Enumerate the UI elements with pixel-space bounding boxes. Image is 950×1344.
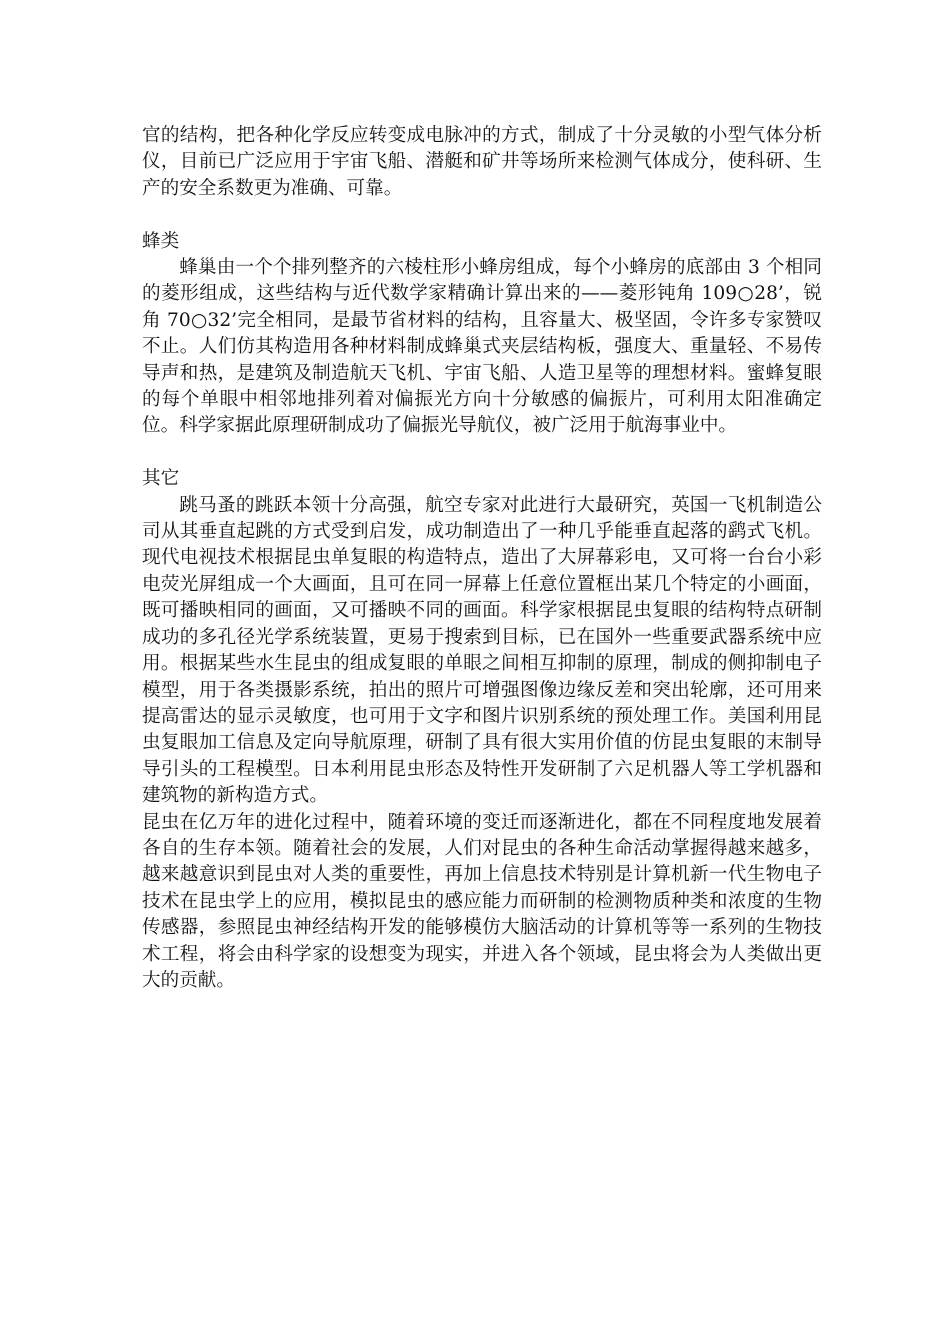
intro-paragraph: 官的结构，把各种化学反应转变成电脉冲的方式，制成了十分灵敏的小型气体分析仪，目前已广泛应用于宇宙飞船、潜艇和矿井等场所来检测气体成分，使科研、生产的安全系数更为准确、可靠。 — [142, 125, 822, 199]
section-spacer — [142, 440, 822, 466]
section-heading-bees: 蜂类 — [142, 230, 180, 252]
section-heading-others: 其它 — [142, 468, 180, 490]
others-paragraph: 跳马蚤的跳跃本领十分高强，航空专家对此进行大最研究，英国一飞机制造公司从其垂直起跳的方式受到启发，成功制造出了一种几乎能垂直起落的鹞式飞机。现代电视技术根据昆虫单复眼的构造特点，造出了大屏幕彩电，又可将一台台小彩电荧光屏组成一个大画面，且可在同一屏幕上任意位置框出某几个特定的小画面，既可播映相同的画面，又可播映不同的画面。科学家根据昆虫复眼的结构特点研制成功的多孔径光学系统装置，更易于搜索到目标，已在国外一些重要武器系统中应用。根据某些水生昆虫的组成复眼的单眼之间相互抑制的原理，制成的侧抑制电子模型，用于各类摄影系统，拍出的照片可增强图像边缘反差和突出轮廓，还可用来提高雷达的显示灵敏度，也可用于文字和图片识别系统的预处理工作。美国利用昆虫复眼加工信息及定向导航原理，研制了具有很大实用价值的仿昆虫复眼的末制导导引头的工程模型。日本利用昆虫形态及特性开发研制了六足机器人等工学机器和建筑物的新构造方式。 — [142, 494, 822, 807]
section-spacer — [142, 202, 822, 228]
conclusion-paragraph: 昆虫在亿万年的进化过程中，随着环境的变迁而逐渐进化，都在不同程度地发展着各自的生存本领。随着社会的发展，人们对昆虫的各种生命活动掌握得越来越多，越来越意识到昆虫对人类的重要性，再加上信息技术特别是计算机新一代生物电子技术在昆虫学上的应用，模拟昆虫的感应能力而研制的检测物质种类和浓度的生物传感器，参照昆虫神经结构开发的能够模仿大脑活动的计算机等等一系列的生物技术工程，将会由科学家的设想变为现实，并进入各个领域，昆虫将会为人类做出更大的贡献。 — [142, 811, 822, 991]
bees-paragraph: 蜂巢由一个个排列整齐的六棱柱形小蜂房组成，每个小蜂房的底部由 3 个相同的菱形组成，这些结构与近代数学家精确计算出来的——菱形钝角 109○28’，锐角 70○32’完全相同，是最节省材料的结构，且容量大、极坚固，令许多专家赞叹不止。人们仿其构造用各种材料制成蜂巢式夹层结构板，强度大、重量轻、不易传导声和热，是建筑及制造航天飞机、宇宙飞船、人造卫星等的理想材料。蜜蜂复眼的每个单眼中相邻地排列着对偏振光方向十分敏感的偏振片，可利用太阳准确定位。科学家据此原理研制成功了偏振光导航仪，被广泛用于航海事业中。 — [142, 257, 822, 437]
document-page — [142, 123, 822, 994]
